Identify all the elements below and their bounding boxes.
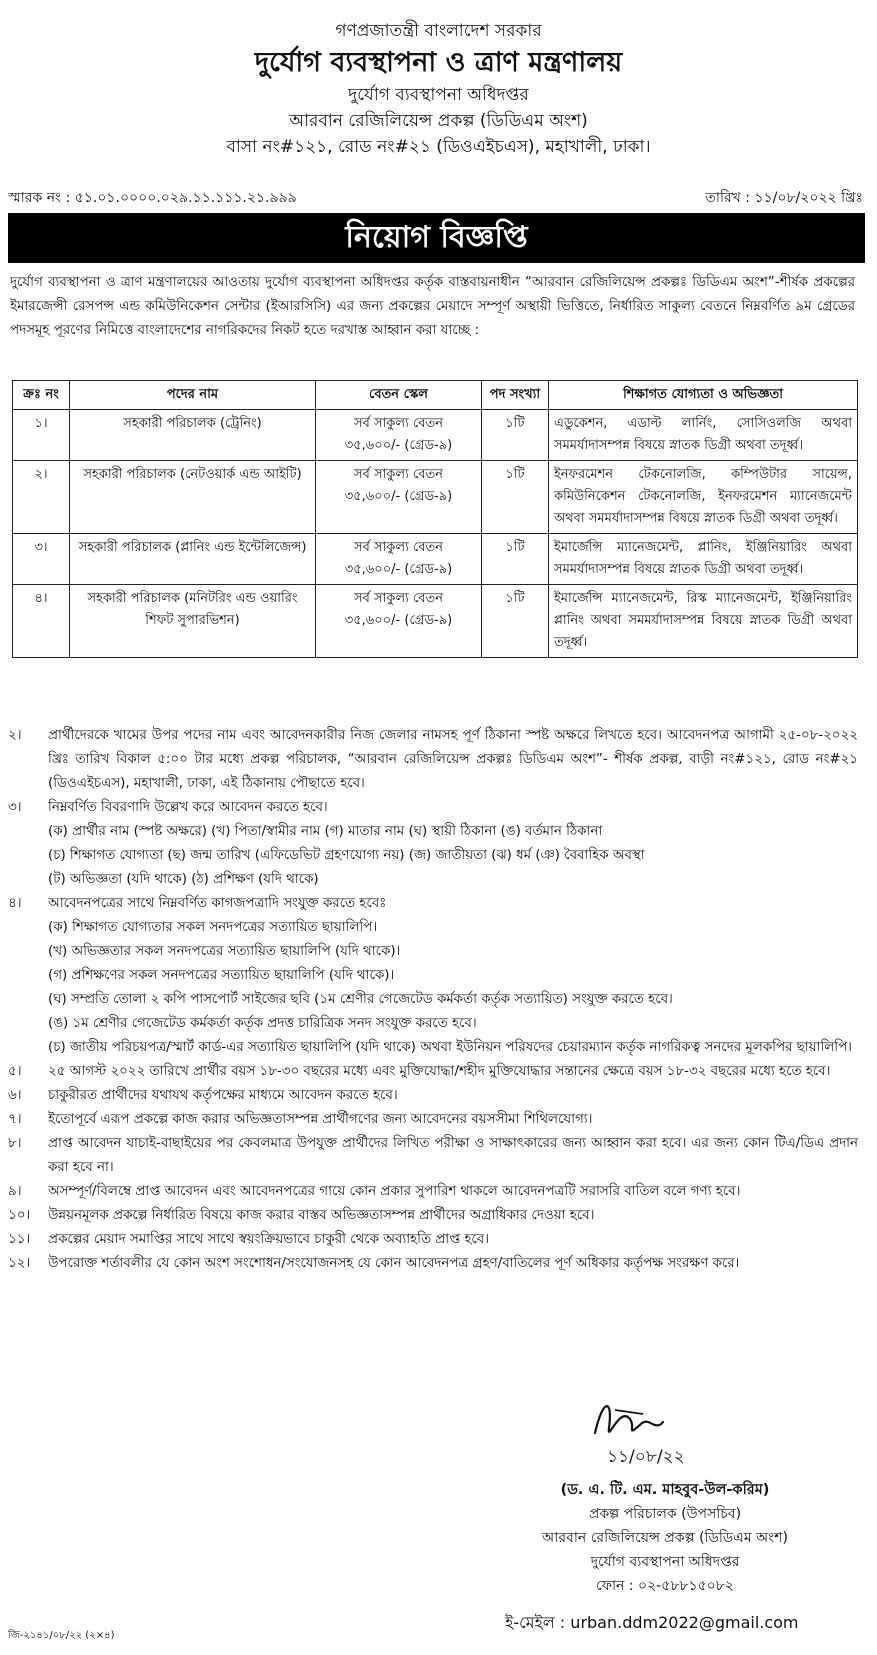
row-serial: ১। bbox=[13, 410, 70, 461]
row-qualification: এডুকেশন, এডাল্ট লার্নিং, সোসিওলজি অথবা সমমর্যাদাসম্পন্ন বিষয়ে স্নাতক ডিগ্রী অথবা তদূর্ধ্ব। bbox=[549, 410, 858, 461]
item-number: ৭। bbox=[8, 1112, 22, 1127]
row-serial: ৩। bbox=[13, 534, 70, 585]
sub-item: (ক) প্রার্থীর নাম (স্পষ্ট অক্ষরে) (খ) পিতা/স্বামীর নাম (গ) মাতার নাম (ঘ) স্থায়ী ঠিকানা (ঙ) বর্তমান ঠিকানা bbox=[48, 824, 603, 839]
row-post-count: ১টি bbox=[482, 461, 549, 534]
memo-number: স্মারক নং : ৫১.০১.০০০০.০২৯.১১.১১১.২১.৯৯৯ bbox=[8, 190, 297, 206]
table-row bbox=[13, 461, 858, 534]
pay-label: সর্ব সাকুল্য বেতন bbox=[353, 467, 444, 482]
sub-item: (খ) অভিজ্ঞতার সকল সনদপত্রের সত্যায়িত ছায়ালিপি (যদি থাকে)। bbox=[48, 944, 401, 959]
department-name: দুর্যোগ ব্যবস্থাপনা অধিদপ্তর bbox=[348, 85, 529, 105]
row-post-count: ১টি bbox=[482, 585, 549, 658]
item-number: ৮। bbox=[8, 1136, 22, 1151]
list-item bbox=[8, 1204, 858, 1228]
row-qualification: ইনফরমেশন টেকনোলজি, কম্পিউটার সায়েন্স, কমিউনিকেশন টেকনোলজি, ইনফরমেশন ম্যানেজমেন্ট অথবা সমমর্যাদাসম্পন্ন বিষয়ে স্নাতক ডিগ্রী অথবা তদূর্ধ্ব। bbox=[549, 461, 858, 534]
posts-table bbox=[12, 380, 858, 658]
list-item bbox=[8, 1132, 858, 1180]
signature-date: ১১/০৮/২২ bbox=[607, 1447, 685, 1467]
list-item bbox=[8, 1084, 858, 1108]
pay-amount: ৩৫,৬০০/- (গ্রেড-৯) bbox=[344, 562, 453, 577]
row-serial: ৪। bbox=[13, 585, 70, 658]
sub-item: (গ) প্রশিক্ষণের সকল সনদপত্রের সত্যায়িত ছায়ালিপি (যদি থাকে)। bbox=[48, 968, 395, 983]
row-pay-scale bbox=[316, 534, 482, 585]
list-item bbox=[8, 724, 858, 796]
sub-item: (ঙ) ১ম শ্রেণীর গেজেটেড কর্মকর্তা কর্তৃক প্রদত্ত চারিত্রিক সনদ সংযুক্ত করতে হবে। bbox=[48, 1016, 477, 1031]
item-number: ২। bbox=[8, 728, 22, 743]
list-item bbox=[8, 1228, 858, 1252]
conditions-list bbox=[8, 724, 858, 1276]
row-post-count: ১টি bbox=[482, 410, 549, 461]
project-name: আরবান রেজিলিয়েন্স প্রকল্প (ডিডিএম অংশ) bbox=[289, 111, 588, 131]
email-address: urban.ddm2022@gmail.com bbox=[570, 1613, 799, 1632]
item-number: ১১। bbox=[8, 1232, 31, 1247]
item-text: ইতোপূর্বে এরূপ প্রকল্পে কাজ করার অভিজ্ঞতাসম্পন্ন প্রার্থীগণের জন্য আবেদনের বয়সসীমা শিথিলযোগ্য। bbox=[48, 1112, 593, 1127]
govt-name: গণপ্রজাতন্ত্রী বাংলাদেশ সরকার bbox=[335, 21, 542, 41]
ministry-name: দুর্যোগ ব্যবস্থাপনা ও ত্রাণ মন্ত্রণালয় bbox=[254, 47, 623, 78]
letterhead bbox=[0, 18, 877, 160]
row-qualification: ইমার্জেন্সি ম্যানেজমেন্ট, প্লানিং, ইঞ্জিনিয়ারিং অথবা সমমর্যাদাসম্পন্ন বিষয়ে স্নাতক ডিগ্রী অথবা তদূর্ধ্ব। bbox=[549, 534, 858, 585]
list-item bbox=[8, 1108, 858, 1132]
item-number: ৯। bbox=[8, 1184, 22, 1199]
sub-item: (ক) শিক্ষাগত যোগ্যতার সকল সনদপত্রের সত্যায়িত ছায়ালিপি। bbox=[48, 920, 378, 935]
item-text: আবেদনপত্রের সাথে নিম্নবর্ণিত কাগজপত্রাদি সংযুক্ত করতে হবেঃ bbox=[48, 896, 387, 911]
item-text: প্রকল্পের মেয়াদ সমাপ্তির সাথে সাথে স্বয়ংক্রিয়ভাবে চাকুরী থেকে অব্যাহতি প্রাপ্ত হবে। bbox=[48, 1232, 490, 1247]
item-text: ২৫ আগস্ট ২০২২ তারিখে প্রার্থীর বয়স ১৮-৩০ বছরের মধ্যে এবং মুক্তিযোদ্ধা/শহীদ মুক্তিযোদ্ধার সন্তানের ক্ষেত্রে বয়স ১৮-৩২ বছরের মধ্যে হতে হবে। bbox=[48, 1064, 831, 1079]
item-text: প্রাপ্ত আবেদন যাচাই-বাছাইয়ের পর কেবলমাত্র উপযুক্ত প্রার্থীদের লিখিত পরীক্ষা ও সাক্ষাৎকারের জন্য আহ্বান করা হবে। এর জন্য কোন টিএ/ডিএ প্রদান করা হবে না। bbox=[48, 1136, 858, 1175]
table-header-row bbox=[13, 381, 858, 410]
row-post-name: সহকারী পরিচালক (মনিটরিং এন্ড ওয়ারিং শিফট সুপারভিশন) bbox=[70, 585, 316, 658]
item-number: ১২। bbox=[8, 1256, 31, 1271]
sub-item: (চ) জাতীয় পরিচয়পত্র/স্মার্ট কার্ড-এর সত্যায়িত ছায়ালিপি (যদি থাকে) অথবা ইউনিয়ন পরিষদের চেয়ারম্যান কর্তৃক নাগরিকত্ব সনদের মূলকপির ছায়ালিপি। bbox=[48, 1040, 852, 1055]
list-item bbox=[8, 1252, 858, 1276]
sub-item: (ট) অভিজ্ঞতা (যদি থাকে) (ঠ) প্রশিক্ষণ (যদি থাকে) bbox=[48, 872, 319, 887]
sub-item: (চ) শিক্ষাগত যোগ্যতা (ছ) জন্ম তারিখ (এফিডেভিট গ্রহণযোগ্য নয়) (জ) জাতীয়তা (ঝ) ধর্ম (ঞ) বৈবাহিক অবস্থা bbox=[48, 848, 645, 863]
item-text: উপরোক্ত শর্তাবলীর যে কোন অংশ সংশোধন/সংযোজনসহ যে কোন আবেদনপত্র গ্রহণ/বাতিলের পূর্ণ অধিকার কর্তৃপক্ষ সংরক্ষণ করে। bbox=[48, 1256, 740, 1271]
signatory-name: (ড. এ. টি. এম. মাহবুব-উল-করিম) bbox=[560, 1482, 770, 1498]
list-item bbox=[8, 1180, 858, 1204]
signatory-department: দুর্যোগ ব্যবস্থাপনা অধিদপ্তর bbox=[590, 1554, 740, 1570]
row-pay-scale bbox=[316, 461, 482, 534]
row-post-count: ১টি bbox=[482, 534, 549, 585]
item-number: ৪। bbox=[8, 896, 22, 911]
item-number: ৬। bbox=[8, 1088, 22, 1103]
row-post-name: সহকারী পরিচালক (প্লানিং এন্ড ইন্টেলিজেন্স) bbox=[70, 534, 316, 585]
handwritten-signature bbox=[585, 1388, 735, 1468]
notice-date: তারিখ : ১১/০৮/২০২২ খ্রিঃ bbox=[705, 190, 863, 206]
email-label: ই-মেইল : bbox=[505, 1613, 566, 1632]
list-item bbox=[8, 796, 858, 820]
row-qualification: ইমার্জেন্সি ম্যানেজমেন্ট, রিস্ক ম্যানেজমেন্ট, ইঞ্জিনিয়ারিং প্লানিং অথবা সমমর্যাদাসম্পন্ন বিষয়ে স্নাতক ডিগ্রী অথবা তদূর্ধ্ব। bbox=[549, 585, 858, 658]
col-post-count: পদ সংখ্যা bbox=[482, 381, 549, 410]
item-text: উন্নয়নমূলক প্রকল্পে নির্ধারিত বিষয়ে কাজ করার বাস্তব অভিজ্ঞতাসম্পন্ন প্রার্থীদের অগ্রাধিকার দেওয়া হবে। bbox=[48, 1208, 595, 1223]
pay-amount: ৩৫,৬০০/- (গ্রেড-৯) bbox=[344, 489, 453, 504]
col-post-name: পদের নাম bbox=[70, 381, 316, 410]
table-row bbox=[13, 585, 858, 658]
col-pay-scale: বেতন স্কেল bbox=[316, 381, 482, 410]
col-serial: ক্রঃ নং bbox=[13, 381, 70, 410]
item-number: ১০। bbox=[8, 1208, 31, 1223]
signatory-phone: ফোন : ০২-৫৮৮১৫০৮২ bbox=[596, 1578, 734, 1594]
signatory-block bbox=[460, 1478, 870, 1598]
row-serial: ২। bbox=[13, 461, 70, 534]
list-item bbox=[8, 1060, 858, 1084]
intro-paragraph: দুর্যোগ ব্যবস্থাপনা ও ত্রাণ মন্ত্রণালয়ের আওতায় দুর্যোগ ব্যবস্থাপনা অধিদপ্তর কর্তৃক বাস্তবায়নাধীন “আরবান রেজিলিয়েন্স প্রকল্পঃ ডিডিএম অংশ”-শীর্ষক প্রকল্পের ইমারজেন্সী রেসপন্স এন্ড কমিউনিকেশন সেন্টার (ইআরসিসি) এর জন্য প্রকল্পের মেয়াদে সম্পূর্ণ অস্থায়ী ভিত্তিতে, নির্ধারিত সাকুল্য বেতনে নিম্নবর্ণিত ৯ম গ্রেডের পদসমূহ পূরণের নিমিত্তে বাংলাদেশের নাগরিকদের নিকট হতে দরখাস্ত আহ্বান করা যাচ্ছে : bbox=[10, 275, 855, 338]
footer-code: জি-২১৪১/০৮/২২ (২×৪) bbox=[8, 1630, 115, 1641]
pay-label: সর্ব সাকুল্য বেতন bbox=[353, 540, 444, 555]
item-number: ৫। bbox=[8, 1064, 22, 1079]
office-address: বাসা নং#১২১, রোড নং#২১ (ডিওএইচএস), মহাখালী, ঢাকা। bbox=[226, 137, 651, 157]
item-text: অসম্পূর্ণ/বিলম্বে প্রাপ্ত আবেদন এবং আবেদনপত্রের গায়ে কোন প্রকার সুপারিশ থাকলে আবেদনপত্রটি সরাসরি বাতিল বলে গণ্য হবে। bbox=[48, 1184, 741, 1199]
row-pay-scale bbox=[316, 410, 482, 461]
item-text: চাকুরীরত প্রার্থীদের যথাযথ কর্তৃপক্ষের মাধ্যমে আবেদন করতে হবে। bbox=[48, 1088, 398, 1103]
pay-amount: ৩৫,৬০০/- (গ্রেড-৯) bbox=[344, 613, 453, 628]
table-row bbox=[13, 534, 858, 585]
signatory-project: আরবান রেজিলিয়েন্স প্রকল্প (ডিডিএম অংশ) bbox=[542, 1530, 788, 1546]
sub-item: (ঘ) সম্প্রতি তোলা ২ কপি পাসপোর্ট সাইজের ছবি (১ম শ্রেণীর গেজেটেড কর্মকর্তা কর্তৃক সত্যায়িত) সংযুক্ত করতে হবে। bbox=[48, 992, 673, 1007]
pay-label: সর্ব সাকুল্য বেতন bbox=[353, 416, 444, 431]
row-post-name: সহকারী পরিচালক (ট্রেনিং) bbox=[70, 410, 316, 461]
item-number: ৩। bbox=[8, 800, 22, 815]
page-title: নিয়োগ বিজ্ঞপ্তি bbox=[8, 213, 865, 263]
row-pay-scale bbox=[316, 585, 482, 658]
col-qualification: শিক্ষাগত যোগ্যতা ও অভিজ্ঞতা bbox=[549, 381, 858, 410]
row-post-name: সহকারী পরিচালক (নেটওয়ার্ক এন্ড আইটি) bbox=[70, 461, 316, 534]
signatory-designation: প্রকল্প পরিচালক (উপসচিব) bbox=[588, 1506, 742, 1522]
table-row bbox=[13, 410, 858, 461]
list-item bbox=[8, 892, 858, 916]
pay-amount: ৩৫,৬০০/- (গ্রেড-৯) bbox=[344, 438, 453, 453]
email-line bbox=[505, 1610, 799, 1637]
item-text: নিম্নবর্ণিত বিবরণাদি উল্লেখ করে আবেদন করতে হবে। bbox=[48, 800, 328, 815]
pay-label: সর্ব সাকুল্য বেতন bbox=[353, 591, 444, 606]
item-text: প্রার্থীদেরকে খামের উপর পদের নাম এবং আবেদনকারীর নিজ জেলার নামসহ পূর্ণ ঠিকানা স্পষ্ট অক্ষরে লিখতে হবে। আবেদনপত্র আগামী ২৫-০৮-২০২২ খ্রিঃ তারিখ বিকাল ৫:০০ টার মধ্যে প্রকল্প পরিচালক, “আরবান রেজিলিয়েন্স প্রকল্পঃ ডিডিএম অংশ”- শীর্ষক প্রকল্প, বাড়ী নং#১২১, রোড নং#২১ (ডিওএইচএস), মহাখালী, ঢাকা, এই ঠিকানায় পৌছাতে হবে। bbox=[48, 728, 858, 791]
